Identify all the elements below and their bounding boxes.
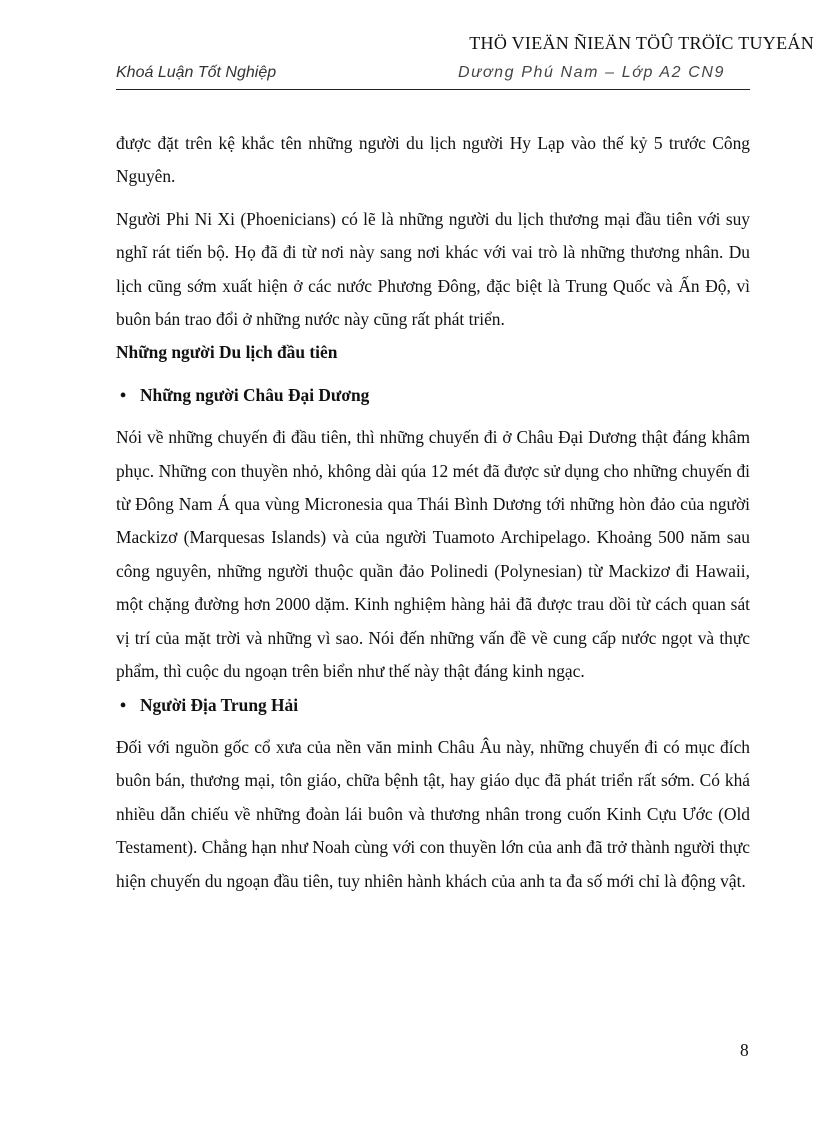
header-thesis-title: Khoá Luận Tốt Nghiệp (116, 64, 277, 81)
paragraph-2: Người Phi Ni Xi (Phoenicians) có lẽ là những người du lịch thương mại đầu tiên với suy nghĩ rát tiến bộ. Họ đã đi từ nơi này sang nơi khác với vai trò là những thương nhân. Du lịch cũng sớm xuất hiện ở các nước Phương Đông, đặc biệt là Trung Quốc và Ấn Độ, vì buôn bán trao đổi ở những nước này cũng rất phát triển. (116, 208, 750, 330)
bullet-heading-oceania-label: Những người Châu Đại Dương (140, 384, 370, 405)
section-heading: Những người Du lịch đầu tiên (116, 342, 338, 363)
paragraph-3: Nói về những chuyến đi đầu tiên, thì những chuyến đi ở Châu Đại Dương thật đáng khâm phục. Những con thuyền nhỏ, không dài qúa 12 mét đã được sử dụng cho những chuyến đi từ Đông Nam Á qua vùng Micronesia qua Thái Bình Dương tới những hòn đảo của người Mackizơ (Marquesas Islands) và của người Tuamoto Archipelago. Khoảng 500 năm sau công nguyên, những người thuộc quần đảo Polinedi (Polynesian) từ Mackizơ đi Hawaii, một chặng đường hơn 2000 dặm. Kinh nghiệm hàng hải đã được trau dồi từ cách quan sát vị trí của mặt trời và những vì sao. Nói đến những vấn đề về cung cấp nước ngọt và thực phẩm, thì cuộc du ngoạn trên biển như thế này thật đáng kinh ngạc. (116, 427, 750, 682)
bullet-dot: • (120, 384, 127, 405)
bullet-dot: • (120, 694, 127, 715)
bullet-heading-mediterranean (116, 689, 750, 722)
paragraph-4: Đối với nguồn gốc cổ xưa của nền văn minh Châu Âu này, những chuyến đi có mục đích buôn bán, thương mại, tôn giáo, chữa bệnh tật, hay giáo dục đã phát triển rất sớm. Có khá nhiều dẫn chiếu về những đoàn lái buôn và thương nhân trong cuốn Kinh Cựu Ước (Old Testament). Chẳng hạn như Noah cùng với con thuyền lớn của anh đã trở thành người thực hiện chuyến du ngoạn đầu tiên, tuy nhiên hành khách của anh ta đa số mới chỉ là động vật. (116, 736, 750, 891)
bullet-heading-oceania (116, 379, 750, 412)
watermark-text: THÖ VIEÄN ÑIEÄN TÖÛ TRÖÏC TUYEÁN (469, 33, 814, 53)
page-number: 8 (740, 1040, 749, 1060)
header-divider (116, 89, 750, 90)
bullet-heading-mediterranean-label: Người Địa Trung Hải (140, 694, 299, 715)
header-author: Dương Phú Nam – Lớp A2 CN9 (458, 64, 726, 81)
paragraph-1: được đặt trên kệ khắc tên những người du lịch người Hy Lạp vào thế kỷ 5 trước Công Nguyên. (116, 133, 750, 187)
page-body (116, 127, 750, 898)
